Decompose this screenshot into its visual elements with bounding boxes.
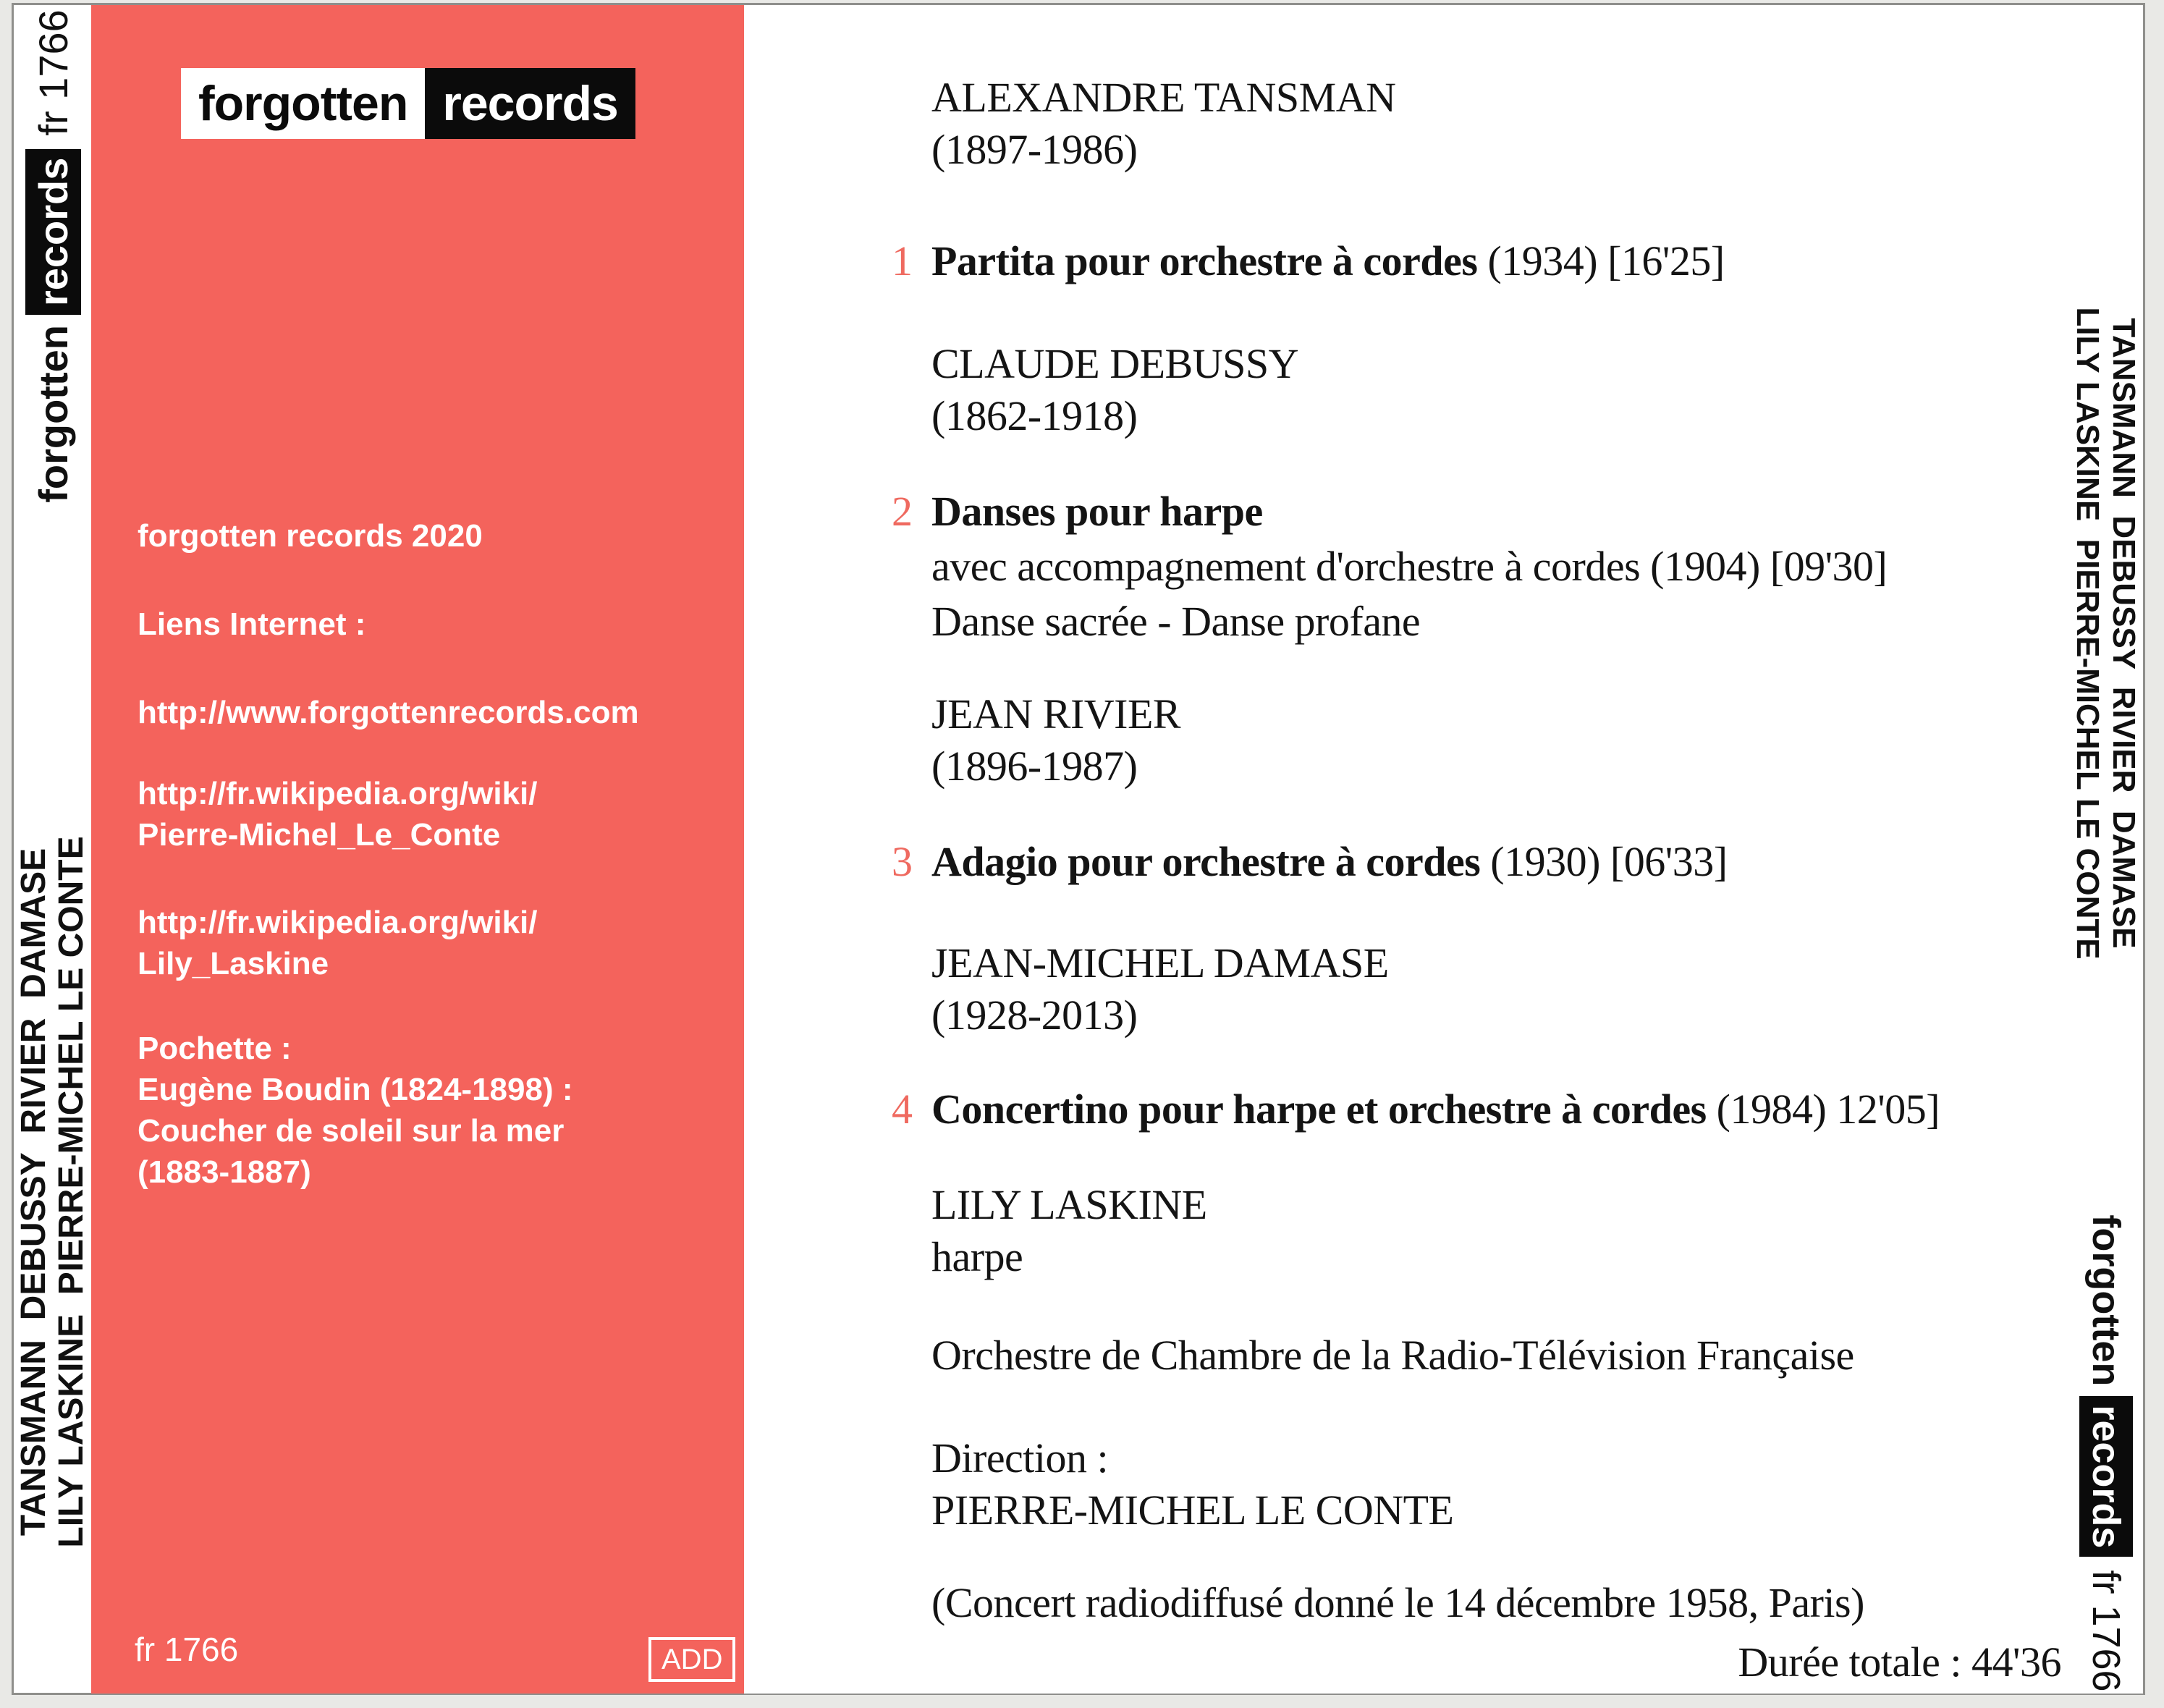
catalog-number: fr 1766 — [135, 1631, 239, 1668]
composer-name: ALEXANDRE TANSMAN — [931, 74, 1396, 121]
wiki-url-soloist — [138, 902, 538, 984]
edition-line: forgotten records 2020 — [138, 518, 483, 554]
composer-name: CLAUDE DEBUSSY — [931, 340, 1298, 387]
wiki-url-soloist-line2: Lily_Laskine — [138, 946, 329, 981]
composer-dates: (1896-1987) — [931, 743, 1138, 790]
soloist-instrument: harpe — [931, 1233, 1023, 1280]
links-heading: Liens Internet : — [138, 606, 366, 642]
soloist-name: LILY LASKINE — [931, 1181, 1207, 1228]
total-duration: Durée totale : 44'36 — [1738, 1639, 2061, 1686]
right-spine-brand — [2070, 1213, 2142, 1694]
track-number: 1 — [892, 237, 913, 284]
wiki-url-conductor — [138, 773, 538, 855]
track-row — [892, 486, 1263, 537]
brand-forgotten: forgotten — [2084, 1214, 2128, 1387]
conductor-name: PIERRE-MICHEL LE CONTE — [931, 1487, 1454, 1534]
track-year-duration: (1984) 12'05] — [1706, 1086, 1940, 1133]
label-logo — [181, 68, 635, 139]
track-row — [892, 236, 1725, 287]
left-spine-titles — [15, 711, 90, 1673]
cover-credit-artist: Eugène Boudin (1824-1898) : — [138, 1072, 573, 1107]
track-movements: Danse sacrée - Danse profane — [931, 598, 1421, 645]
composer-dates: (1862-1918) — [931, 392, 1138, 439]
track-number: 3 — [892, 838, 913, 885]
track-title: Danses pour harpe — [931, 488, 1263, 535]
track-year-duration: (1934) [16'25] — [1477, 237, 1725, 284]
cover-credit — [138, 1028, 572, 1193]
track-number: 4 — [892, 1086, 913, 1133]
left-spine-composers: TANSMANN DEBUSSY RIVIER DAMASE — [14, 847, 53, 1536]
composer-name: JEAN RIVIER — [931, 690, 1181, 737]
track-number: 2 — [892, 488, 913, 535]
left-spine-brand — [15, 9, 90, 503]
logo-records: records — [425, 68, 635, 139]
composer-dates: (1897-1986) — [931, 126, 1138, 173]
concert-note: (Concert radiodiffusé donné le 14 décembre 1958, Paris) — [931, 1579, 1864, 1626]
right-spine-performers: LILY LASKINE PIERRE-MICHEL LE CONTE — [2070, 307, 2105, 960]
composer-name: JEAN-MICHEL DAMASE — [931, 939, 1389, 986]
label-url: http://www.forgottenrecords.com — [138, 695, 639, 730]
brand-records: records — [25, 149, 81, 315]
right-spine-catalog: fr 1766 — [2084, 1570, 2128, 1692]
composer-dates: (1928-2013) — [931, 992, 1138, 1039]
track-title: Adagio pour orchestre à cordes — [931, 838, 1481, 885]
left-spine-catalog: fr 1766 — [30, 9, 76, 136]
left-spine-performers: LILY LASKINE PIERRE-MICHEL LE CONTE — [52, 836, 90, 1548]
track-subtitle: avec accompagnement d'orchestre à cordes (1904) [09'30] — [931, 543, 1888, 590]
track-year-duration: (1930) [06'33] — [1480, 838, 1728, 885]
add-badge: ADD — [648, 1637, 735, 1682]
cover-credit-work: Coucher de soleil sur la mer — [138, 1113, 565, 1149]
cover-credit-dates: (1883-1887) — [138, 1154, 311, 1190]
wiki-url-conductor-line1: http://fr.wikipedia.org/wiki/ — [138, 776, 538, 811]
track-row — [892, 837, 1728, 887]
right-spine-titles — [2068, 249, 2142, 1018]
track-title: Concertino pour harpe et orchestre à cordes — [931, 1086, 1707, 1133]
cover-credit-heading: Pochette : — [138, 1031, 292, 1066]
logo-forgotten: forgotten — [181, 68, 425, 139]
track-title: Partita pour orchestre à cordes — [931, 237, 1478, 284]
wiki-url-conductor-line2: Pierre-Michel_Le_Conte — [138, 817, 501, 853]
orchestra-name: Orchestre de Chambre de la Radio-Télévision Française — [931, 1332, 1854, 1379]
wiki-url-soloist-line1: http://fr.wikipedia.org/wiki/ — [138, 905, 538, 940]
brand-forgotten: forgotten — [30, 325, 76, 503]
right-spine-composers: TANSMANN DEBUSSY RIVIER DAMASE — [2106, 318, 2142, 949]
brand-records: records — [2079, 1396, 2133, 1557]
track-row — [892, 1084, 1940, 1135]
direction-label: Direction : — [931, 1434, 1109, 1481]
